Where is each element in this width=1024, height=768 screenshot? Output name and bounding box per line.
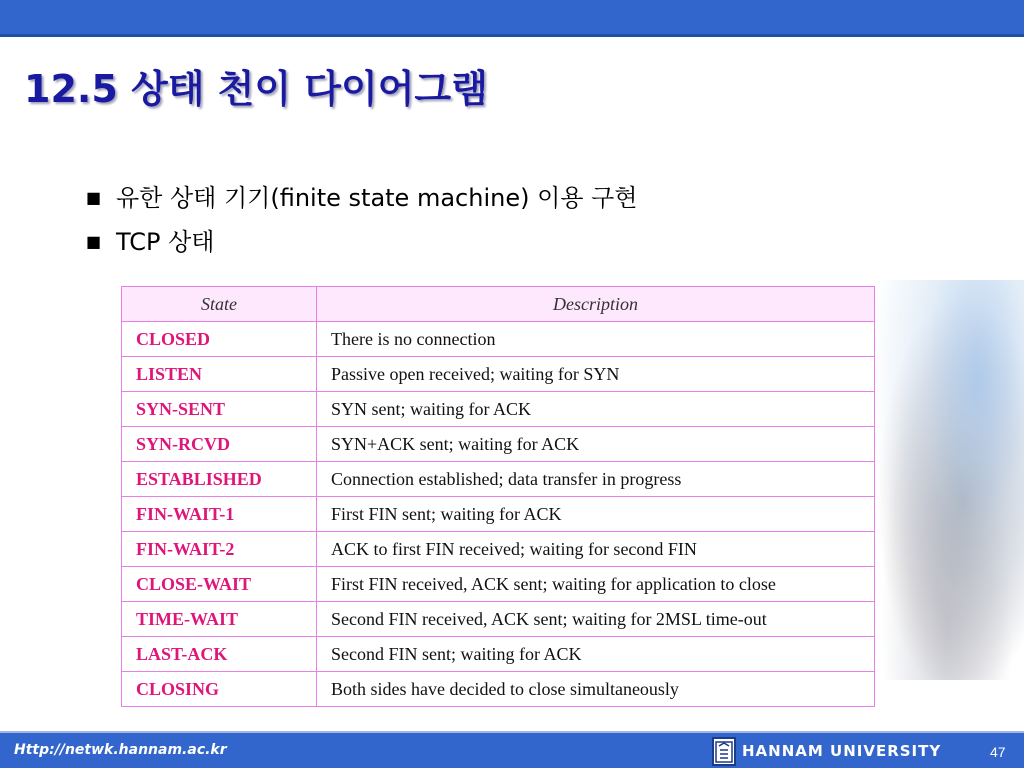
bullet-text: TCP 상태	[116, 228, 215, 256]
column-header-description: Description	[317, 287, 875, 322]
table-row	[122, 532, 875, 567]
state-cell: TIME-WAIT	[122, 602, 317, 637]
state-cell: LAST-ACK	[122, 637, 317, 672]
state-cell: FIN-WAIT-2	[122, 532, 317, 567]
table-header-row	[122, 287, 875, 322]
footer-url-link[interactable]: Http://netwk.hannam.ac.kr	[14, 742, 227, 758]
table-row	[122, 637, 875, 672]
state-cell: ESTABLISHED	[122, 462, 317, 497]
table-row	[122, 672, 875, 707]
state-cell: CLOSED	[122, 322, 317, 357]
description-cell: Second FIN received, ACK sent; waiting for 2MSL time-out	[317, 602, 875, 637]
top-divider	[0, 34, 1024, 37]
table-row	[122, 567, 875, 602]
column-header-state: State	[122, 287, 317, 322]
state-cell: CLOSING	[122, 672, 317, 707]
university-name: HANNAM UNIVERSITY	[742, 742, 942, 760]
table-row	[122, 427, 875, 462]
slide-title: 12.5 상태 천이 다이어그램	[24, 67, 488, 111]
page-number: 47	[990, 744, 1006, 760]
state-cell: CLOSE-WAIT	[122, 567, 317, 602]
background-decoration	[870, 280, 1024, 680]
university-logo-icon	[712, 737, 736, 766]
bullet-item	[86, 220, 637, 264]
state-cell: SYN-RCVD	[122, 427, 317, 462]
table-row	[122, 602, 875, 637]
description-cell: SYN sent; waiting for ACK	[317, 392, 875, 427]
description-cell: There is no connection	[317, 322, 875, 357]
table-row	[122, 462, 875, 497]
table-row	[122, 392, 875, 427]
state-cell: FIN-WAIT-1	[122, 497, 317, 532]
top-bar	[0, 0, 1024, 34]
bullet-list	[86, 176, 637, 264]
description-cell: First FIN sent; waiting for ACK	[317, 497, 875, 532]
description-cell: Connection established; data transfer in progress	[317, 462, 875, 497]
bullet-text: 유한 상태 기기(finite state machine) 이용 구현	[116, 184, 638, 212]
state-cell: SYN-SENT	[122, 392, 317, 427]
square-bullet-icon: ■	[86, 188, 102, 207]
table-row	[122, 357, 875, 392]
table-row	[122, 322, 875, 357]
description-cell: Passive open received; waiting for SYN	[317, 357, 875, 392]
state-cell: LISTEN	[122, 357, 317, 392]
square-bullet-icon: ■	[86, 232, 102, 251]
description-cell: Both sides have decided to close simultaneously	[317, 672, 875, 707]
description-cell: SYN+ACK sent; waiting for ACK	[317, 427, 875, 462]
description-cell: Second FIN sent; waiting for ACK	[317, 637, 875, 672]
table-row	[122, 497, 875, 532]
description-cell: ACK to first FIN received; waiting for second FIN	[317, 532, 875, 567]
description-cell: First FIN received, ACK sent; waiting for application to close	[317, 567, 875, 602]
tcp-states-table	[121, 286, 875, 707]
bullet-item	[86, 176, 637, 220]
